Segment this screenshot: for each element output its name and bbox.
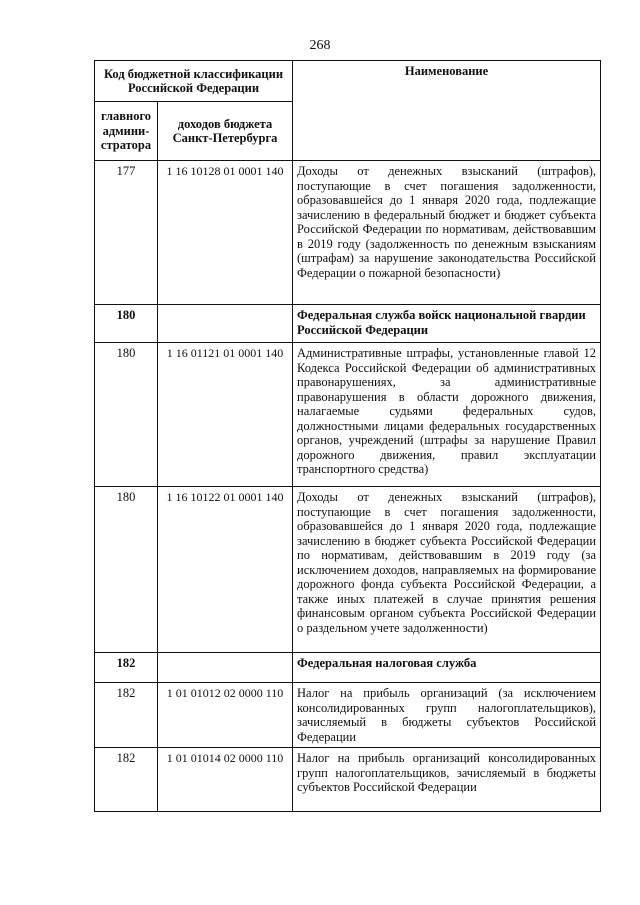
cell-income-code: 1 16 10122 01 0001 140 [158,487,293,653]
cell-admin-code: 180 [95,305,158,343]
table-row [95,683,601,748]
cell-income-code: 1 01 01014 02 0000 110 [158,748,293,812]
cell-admin-code: 182 [95,683,158,748]
table-row [95,305,601,343]
cell-name: Федеральная налоговая служба [293,653,601,683]
cell-name: Налог на прибыль организаций (за исключением консолидированных групп налогоплательщиков), зачисляемый в бюджеты субъектов Российской Федерации [293,683,601,748]
cell-income-code: 1 16 10128 01 0001 140 [158,161,293,305]
cell-income-code [158,653,293,683]
table-header-row [95,61,601,102]
cell-admin-code: 180 [95,343,158,487]
cell-admin-code: 177 [95,161,158,305]
table-body [95,161,601,812]
cell-name: Доходы от денежных взысканий (штрафов), поступающие в счет погашения задолженности, образовавшейся до 1 января 2020 года, подлежащие зачислению в бюджет субъекта Российской Федерации по нормативам, действовавшим в 2019 году (за исключением доходов, направляемых на формирование дорожного фонда субъекта Российской Федерации, а также иных платежей в случае принятия решения финансовым органом субъекта Российской Федерации о раздельном учете задолженности) [293,487,601,653]
budget-classification-table [94,60,601,812]
table-row [95,748,601,812]
cell-name: Административные штрафы, установленные главой 12 Кодекса Российской Федерации об административных правонарушениях, за административные правонарушения в области дорожного движения, налагаемые судьями федеральных судов, должностными лицами федеральных государственных органов, учреждений (штрафы за нарушение Правил дорожного движения, правил эксплуатации транспортного средства) [293,343,601,487]
cell-admin-code: 182 [95,653,158,683]
header-name: Наименование [293,61,601,161]
table-row [95,161,601,305]
cell-income-code: 1 16 01121 01 0001 140 [158,343,293,487]
header-income: доходов бюджета Санкт-Петербурга [158,102,293,161]
cell-admin-code: 180 [95,487,158,653]
header-admin: главного админи-стратора [95,102,158,161]
header-group-title: Код бюджетной классификации Российской Федерации [95,61,293,102]
cell-income-code: 1 01 01012 02 0000 110 [158,683,293,748]
cell-income-code [158,305,293,343]
cell-name: Федеральная служба войск национальной гвардии Российской Федерации [293,305,601,343]
table-row [95,343,601,487]
table-row [95,487,601,653]
table-row [95,653,601,683]
cell-name: Доходы от денежных взысканий (штрафов), поступающие в счет погашения задолженности, образовавшейся до 1 января 2020 года, подлежащие зачислению в федеральный бюджет и бюджет субъекта Российской Федерации по нормативам, действовавшим в 2019 году (задолженность по денежным взысканиям (штрафам) за нарушение законодательства Российской Федерации о пожарной безопасности) [293,161,601,305]
page-number: 268 [309,38,331,53]
cell-name: Налог на прибыль организаций консолидированных групп налогоплательщиков, зачисляемый в бюджеты субъектов Российской Федерации [293,748,601,812]
cell-admin-code: 182 [95,748,158,812]
